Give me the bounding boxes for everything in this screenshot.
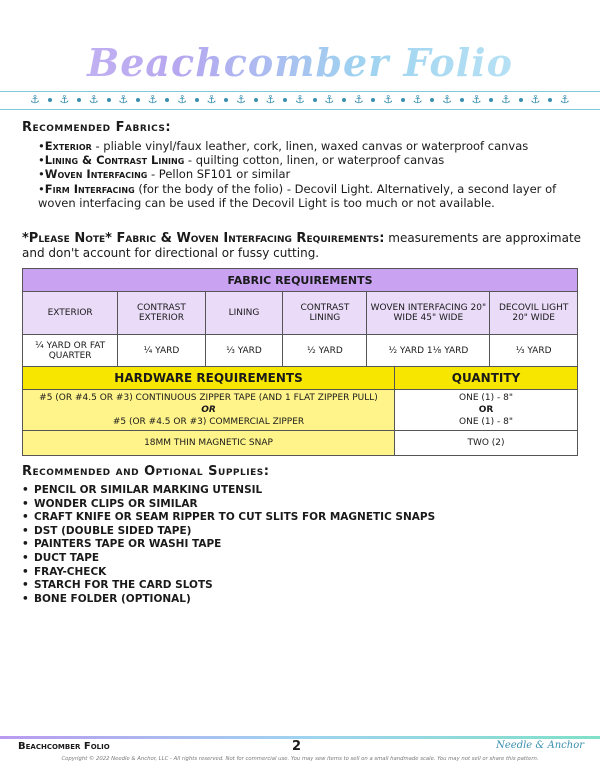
anchor-icon: ⚓	[559, 93, 570, 106]
supplies-heading: Recommended and Optional Supplies:	[22, 464, 270, 479]
fabric-text: - quilting cotton, linen, or waterproof canvas	[184, 153, 445, 168]
anchor-icon: ⚓	[471, 93, 482, 106]
anchor-icon: ⚓	[442, 93, 452, 106]
supplies-list	[22, 484, 435, 606]
dot	[313, 98, 317, 102]
hardware-item-text: #5 (OR #4.5 OR #3) COMMERCIAL ZIPPER	[112, 417, 305, 427]
anchor-icon: ⚓	[118, 93, 129, 106]
list-item: • CRAFT KNIFE OR SEAM RIPPER TO CUT SLITS FOR MAGNETIC SNAPS	[22, 511, 435, 525]
quantity-text: ONE (1) - 8"	[459, 417, 513, 427]
dot	[342, 98, 346, 102]
list-item: • DST (DOUBLE SIDED TAPE)	[22, 525, 435, 539]
fabric-text: (for the body of the folio) - Decovil Light. Alternatively, a second layer of woven interfacing can be used if the Decovil Light is too much or not available.	[38, 181, 557, 210]
table-cell: ½ YARD	[283, 335, 367, 367]
list-item: • DUCT TAPE	[22, 552, 435, 566]
dot	[460, 98, 464, 102]
dot	[548, 98, 552, 102]
dot	[77, 98, 81, 102]
or-text: OR	[478, 405, 494, 415]
anchor-icon: ⚓	[147, 93, 158, 106]
dot	[224, 98, 228, 102]
table-cell: ⅓ YARD	[490, 335, 578, 367]
please-note	[22, 231, 582, 261]
dot	[371, 98, 375, 102]
fabric-table-caption: FABRIC REQUIREMENTS	[23, 269, 578, 292]
col-header: CONTRAST LINING	[283, 292, 367, 335]
anchor-icon: ⚓	[501, 93, 511, 106]
anchor-icon: ⚓	[265, 93, 276, 106]
fabric-term: Woven Interfacing	[44, 167, 148, 182]
hardware-requirements-table	[22, 366, 578, 456]
fabric-requirements-table	[22, 268, 578, 367]
list-item: • PENCIL OR SIMILAR MARKING UTENSIL	[22, 484, 435, 498]
anchor-icon: ⚓	[88, 93, 99, 106]
anchor-icon: ⚓	[530, 93, 541, 106]
fabric-item: •Lining & Contrast Lining - quilting cotton, linen, or waterproof canvas	[38, 153, 445, 168]
anchor-icon: ⚓	[236, 93, 246, 106]
dot	[165, 98, 169, 102]
quantity-header: QUANTITY	[395, 367, 578, 390]
list-item: • WONDER CLIPS OR SIMILAR	[22, 498, 435, 512]
dot	[489, 98, 493, 102]
hardware-header: HARDWARE REQUIREMENTS	[23, 367, 395, 390]
hardware-item	[23, 390, 395, 431]
page-number: 2	[292, 739, 302, 754]
table-cell: ¼ YARD	[118, 335, 205, 367]
fabric-term: Firm Interfacing	[44, 181, 135, 196]
footer-title: Beachcomber Folio	[18, 741, 110, 752]
page-title: Beachcomber Folio	[0, 38, 600, 88]
quantity-cell: TWO (2)	[395, 431, 578, 456]
col-header: WOVEN INTERFACING 20" WIDE 45" WIDE	[367, 292, 490, 335]
quantity-text: ONE (1) - 8"	[459, 393, 513, 403]
table-cell: ¼ YARD OR FAT QUARTER	[23, 335, 118, 367]
fabrics-heading: Recommended Fabrics:	[22, 120, 172, 135]
list-item: • FRAY-CHECK	[22, 566, 435, 580]
copyright-text: Copyright © 2022 Needle & Anchor, LLC - All rights reserved. Not for commercial use. You may sew items to sell on a small handmade scale. You may not sell or share this pattern.	[61, 756, 539, 762]
hardware-item: 18MM THIN MAGNETIC SNAP	[23, 431, 395, 456]
anchor-icon: ⚓	[59, 93, 70, 106]
note-heading: *Please Note* Fabric & Woven Interfacing Requirements:	[22, 231, 385, 246]
hardware-item-text: #5 (OR #4.5 OR #3) CONTINUOUS ZIPPER TAPE (AND 1 FLAT ZIPPER PULL)	[39, 393, 378, 403]
dot	[519, 98, 523, 102]
dot	[136, 98, 140, 102]
dot	[48, 98, 52, 102]
dot	[254, 98, 258, 102]
anchor-icon: ⚓	[206, 93, 217, 106]
anchor-icon: ⚓	[294, 93, 305, 106]
anchor-icon: ⚓	[353, 93, 364, 106]
dot	[401, 98, 405, 102]
anchor-icon: ⚓	[383, 93, 394, 106]
divider-top	[0, 91, 600, 92]
col-header: CONTRAST EXTERIOR	[118, 292, 205, 335]
fabric-text: - pliable vinyl/faux leather, cork, linen, waxed canvas or waterproof canvas	[91, 139, 529, 153]
list-item: • BONE FOLDER (OPTIONAL)	[22, 593, 435, 607]
anchor-border	[30, 93, 570, 107]
dot	[107, 98, 111, 102]
brand-logo: Needle & Anchor	[496, 740, 584, 751]
anchor-icon: ⚓	[412, 93, 423, 106]
fabric-term: Exterior	[44, 139, 92, 153]
fabrics-list	[38, 139, 583, 210]
fabric-item: •Woven Interfacing - Pellon SF101 or similar	[38, 167, 291, 182]
quantity-cell	[395, 390, 578, 431]
table-cell: ⅓ YARD	[205, 335, 283, 367]
dot	[283, 98, 287, 102]
divider-bottom	[0, 109, 600, 110]
note-text: measurements are approximate and don't account for directional or fussy cutting.	[22, 231, 582, 260]
fabric-item: •Firm Interfacing (for the body of the folio) - Decovil Light. Alternatively, a second layer of woven interfacing can be used if the Decovil Light is too much or not available.	[38, 181, 557, 210]
col-header: EXTERIOR	[23, 292, 118, 335]
fabric-term: Lining & Contrast Lining	[44, 153, 185, 168]
anchor-icon: ⚓	[177, 93, 188, 106]
or-text: OR	[201, 405, 216, 415]
anchor-icon: ⚓	[324, 93, 335, 106]
col-header: DECOVIL LIGHT 20" WIDE	[490, 292, 578, 335]
fabric-text: - Pellon SF101 or similar	[147, 167, 291, 182]
fabric-item: •Exterior - pliable vinyl/faux leather, cork, linen, waxed canvas or waterproof canvas	[38, 139, 529, 153]
anchor-icon: ⚓	[30, 93, 40, 106]
col-header: LINING	[205, 292, 283, 335]
list-item: • STARCH FOR THE CARD SLOTS	[22, 579, 435, 593]
dot	[195, 98, 199, 102]
table-cell: ½ YARD 1⅛ YARD	[367, 335, 490, 367]
dot	[430, 98, 434, 102]
list-item: • PAINTERS TAPE OR WASHI TAPE	[22, 538, 435, 552]
